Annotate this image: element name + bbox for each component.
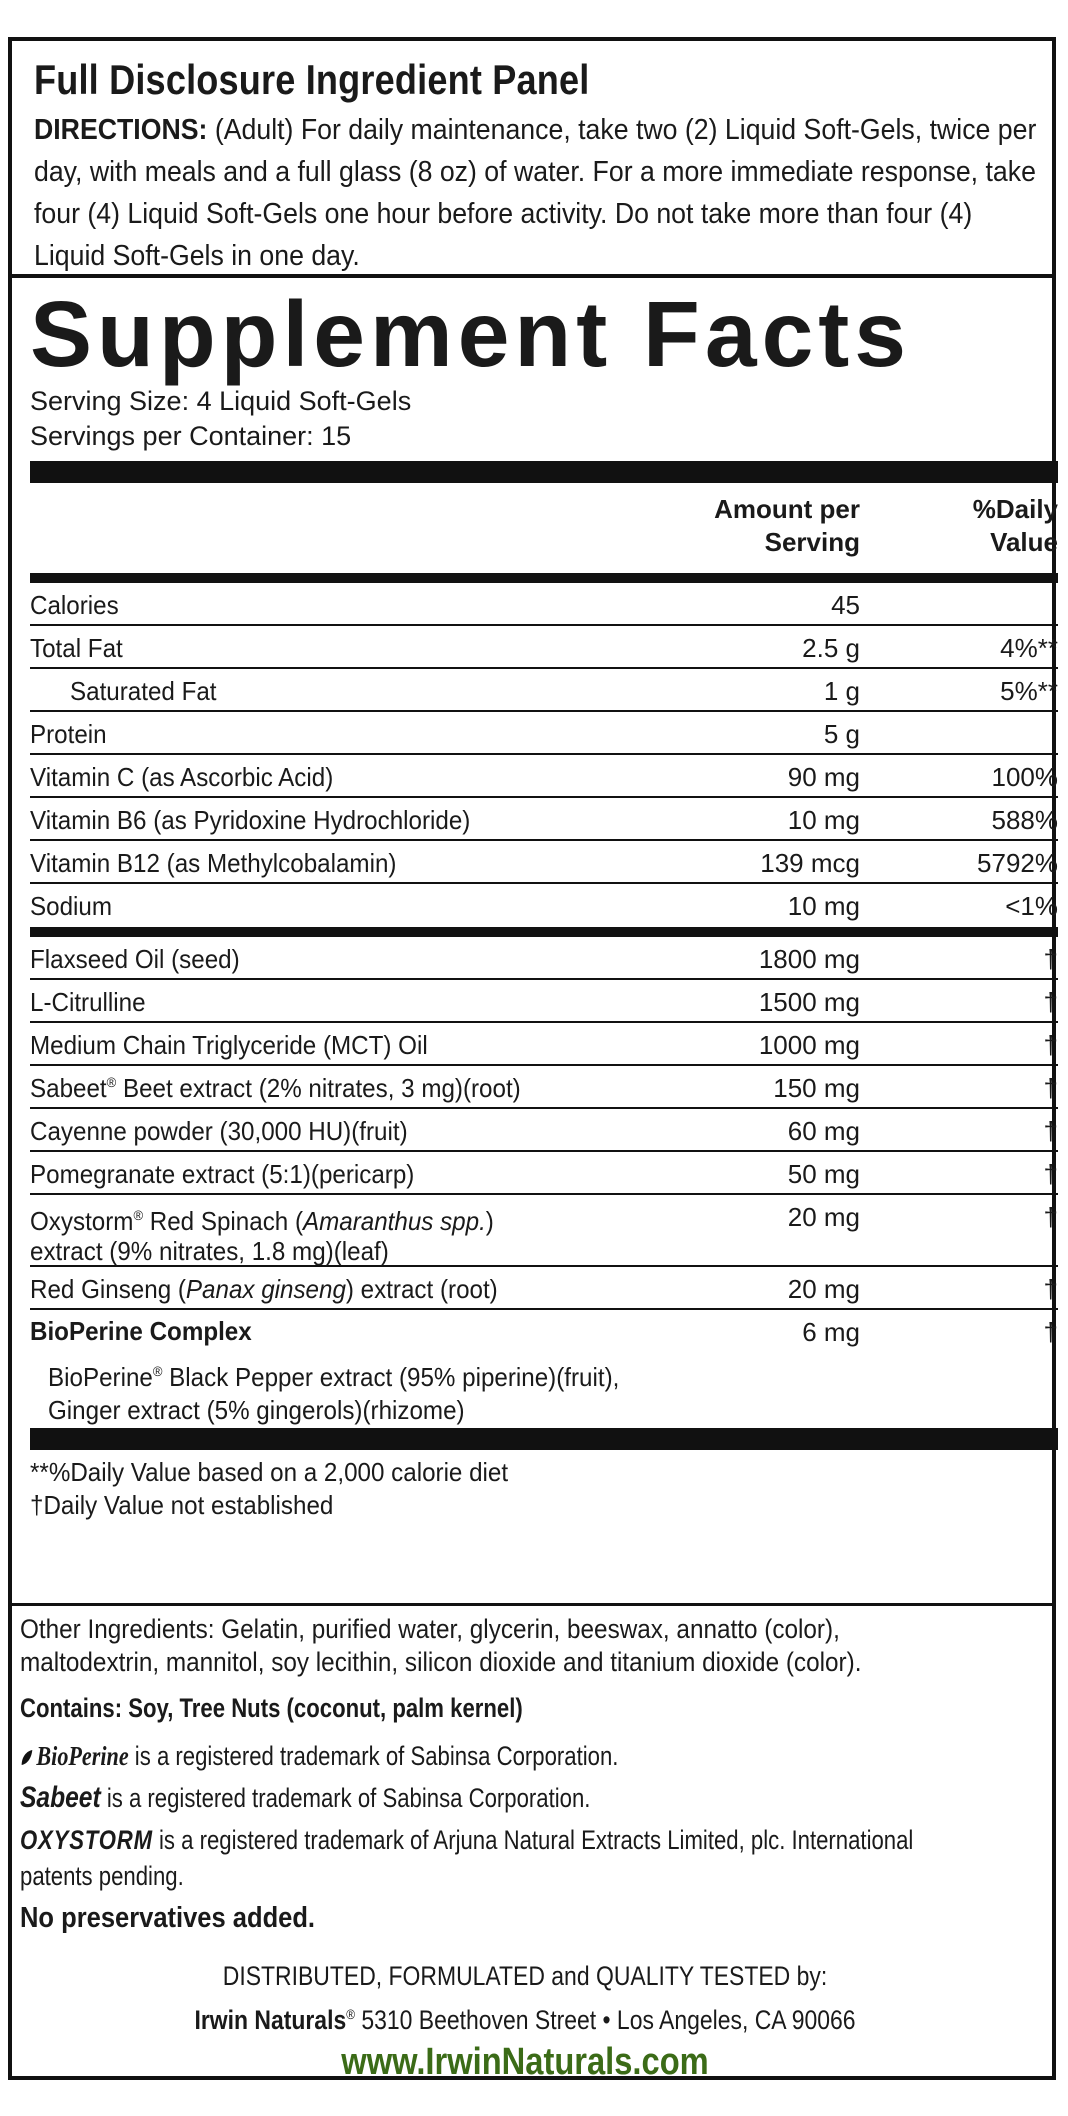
table-row: Calories 45 <box>30 583 1058 626</box>
table-row: Protein 5 g <box>30 712 1058 755</box>
disclosure-title: Full Disclosure Ingredient Panel <box>34 56 590 103</box>
supplement-facts-table <box>30 278 1058 1522</box>
divider-thick <box>30 461 1058 483</box>
leaf-icon <box>20 1749 33 1767</box>
serving-size: Serving Size: 4 Liquid Soft-Gels <box>30 386 412 416</box>
directions-body: (Adult) For daily maintenance, take two (2) Liquid Soft-Gels, twice per day, with meals and a full glass (8 oz) of water. For a more immediate response, take four (4) Liquid Soft-Gels one hour before activity. Do not take more than four (4) Liquid Soft-Gels in one day. <box>34 114 1037 272</box>
website-url: www.IrwinNaturals.com <box>341 2041 709 2083</box>
no-preservatives: No preservatives added. <box>20 1902 316 1934</box>
other-ingredients-line-2: maltodextrin, mannitol, soy lecithin, silicon dioxide and titanium dioxide (color). <box>20 1647 862 1677</box>
table-row: L-Citrulline 1500 mg † <box>30 980 1058 1023</box>
table-row: Red Ginseng (Panax ginseng) extract (root) 20 mg † <box>30 1267 1058 1310</box>
table-row: Pomegranate extract (5:1)(pericarp) 50 mg † <box>30 1152 1058 1195</box>
other-ingredients-line-1: Other Ingredients: Gelatin, purified water, glycerin, beeswax, annatto (color), <box>20 1614 840 1644</box>
disclosure-section <box>12 41 1052 278</box>
table-row: BioPerine Complex BioPerine® Black Pepper extract (95% piperine)(fruit), Ginger extract (5% gingerols)(rhizome) 6 mg † <box>30 1316 1058 1425</box>
directions-text <box>34 109 1037 277</box>
table-row: Total Fat 2.5 g 4%** <box>30 626 1058 669</box>
table-header <box>30 483 1058 573</box>
divider-medium <box>30 573 1058 583</box>
address: 5310 Beethoven Street • Los Angeles, CA 90066 <box>354 2005 856 2035</box>
divider-medium <box>30 927 1058 937</box>
table-row: Sodium 10 mg <1% <box>30 891 1058 921</box>
distributed-by: DISTRIBUTED, FORMULATED and QUALITY TESTED by: Irwin Naturals® 5310 Beethoven Street • Los Angeles, CA 90066 <box>194 1961 856 2035</box>
directions-label: DIRECTIONS: <box>34 114 208 146</box>
label-bottom-section <box>20 1613 1030 2084</box>
divider-thick <box>30 1428 1058 1450</box>
table-row: Vitamin C (as Ascorbic Acid) 90 mg 100% <box>30 755 1058 798</box>
table-row: Saturated Fat 1 g 5%** <box>30 669 1058 712</box>
allergen-contains: Contains: Soy, Tree Nuts (coconut, palm kernel) <box>20 1693 523 1723</box>
table-row: Medium Chain Triglyceride (MCT) Oil 1000 mg † <box>30 1023 1058 1066</box>
daily-value-column-header: %Daily Value <box>972 494 1058 557</box>
table-row: Vitamin B12 (as Methylcobalamin) 139 mcg 5792% <box>30 841 1058 884</box>
table-row: Oxystorm® Red Spinach (Amaranthus spp.) extract (9% nitrates, 1.8 mg)(leaf) 20 mg † <box>30 1195 1058 1267</box>
table-row: Vitamin B6 (as Pyridoxine Hydrochloride) 10 mg 588% <box>30 798 1058 841</box>
supplement-facts-title: Supplement Facts <box>30 282 911 386</box>
footnote-not-established: †Daily Value not established <box>30 1490 334 1520</box>
servings-per-container: Servings per Container: 15 <box>30 421 352 451</box>
footnote-daily-value: **%Daily Value based on a 2,000 calorie diet <box>30 1457 509 1487</box>
section-divider <box>12 1603 1052 1606</box>
table-row: Flaxseed Oil (seed) 1800 mg † <box>30 937 1058 980</box>
brand-name: Irwin Naturals <box>194 2005 347 2035</box>
table-row: Cayenne powder (30,000 HU)(fruit) 60 mg † <box>30 1109 1058 1152</box>
trademark-sabeet: Sabeet is a registered trademark of Sabinsa Corporation. <box>20 1781 591 1814</box>
trademark-bioperine: BioPerine is a registered trademark of Sabinsa Corporation. <box>20 1738 848 1774</box>
amount-column-header: Amount per Serving <box>714 494 860 557</box>
table-row: Sabeet® Beet extract (2% nitrates, 3 mg)(root) 150 mg † <box>30 1066 1058 1109</box>
trademark-oxystorm: OXYSTORM is a registered trademark of Arjuna Natural Extracts Limited, plc. International patents pending. <box>20 1825 914 1891</box>
